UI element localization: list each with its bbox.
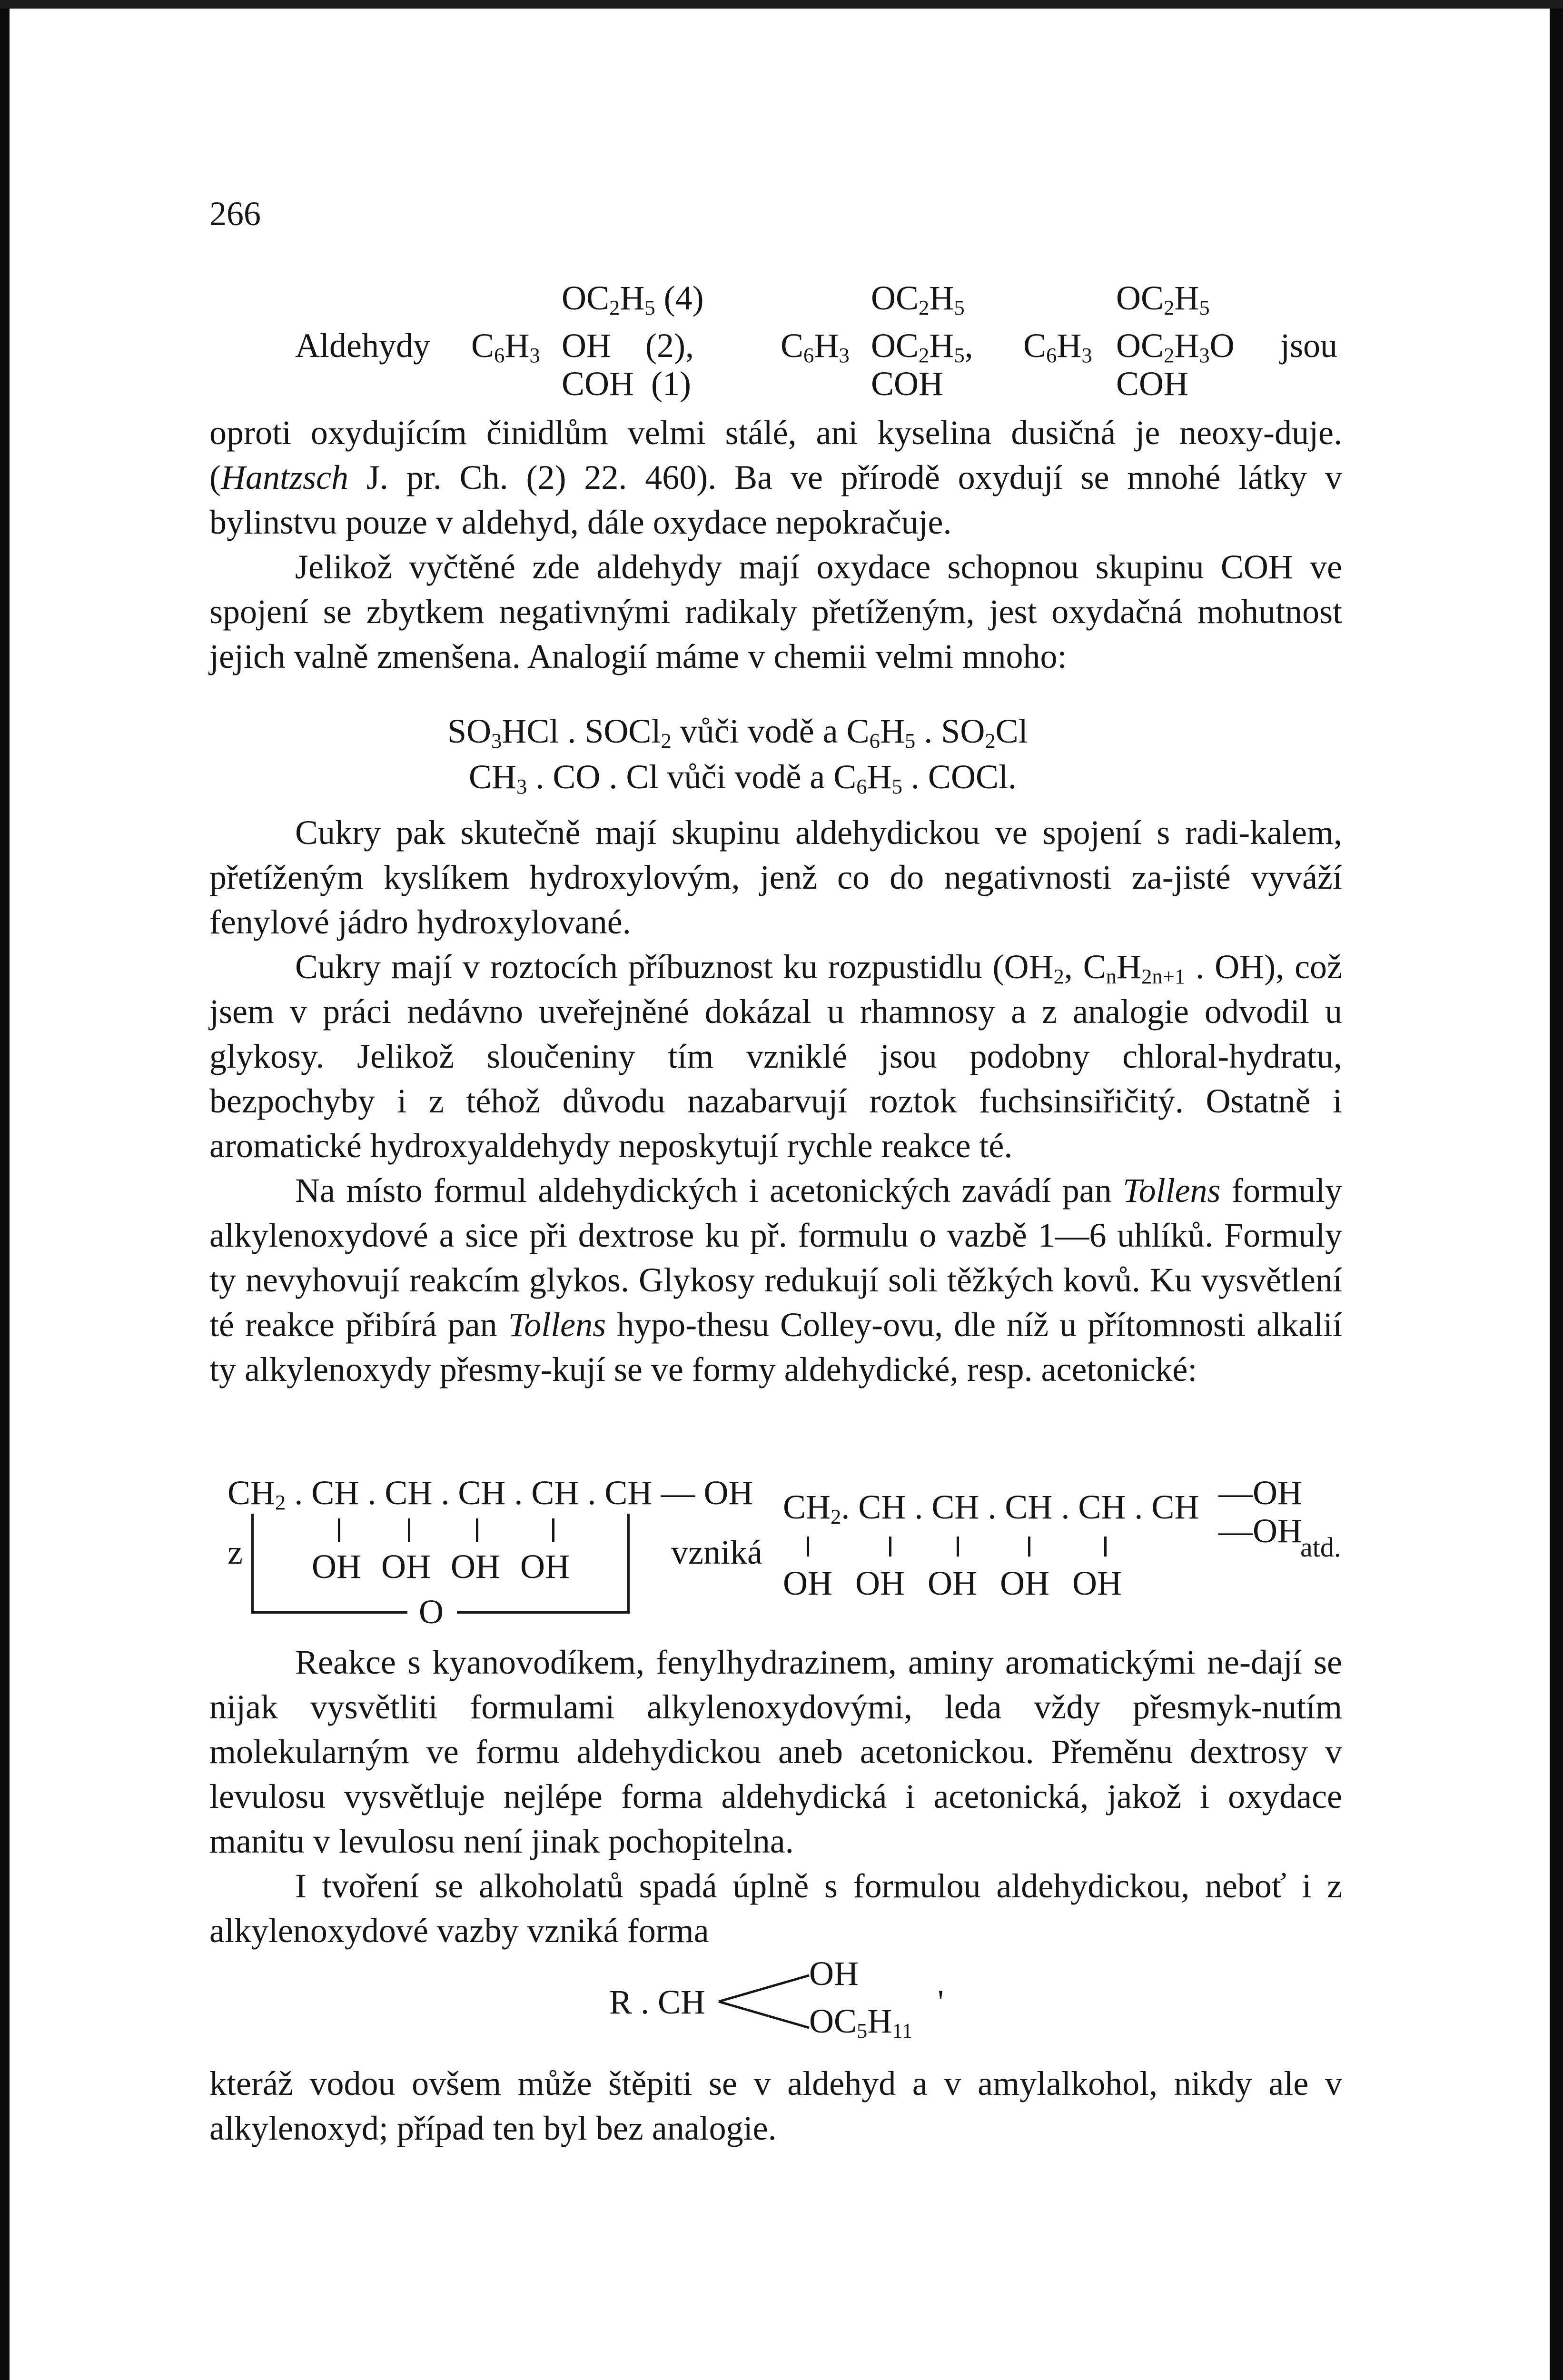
bond-r4: [1028, 1537, 1030, 1557]
equation-1: $SO_3HCl$ . SOCl$_2$ vůči vodě a $C_6H_5$ . $SO_2Cl$: [447, 712, 1028, 753]
paragraph-5: Na místo formul aldehydických i acetonických zavádí pan Tollens formuly alkylenoxydové a sice při dextrose ku př. formulu o vazbě 1—6 uhlíků. Formuly ty nevyhovují reakcím glykos. Glykosy redukují soli těžkých kovů. Ku vysvětlení té reakce přibírá pan Tollens hypo-thesu Colley-ovu, dle níž u přítomnosti alkalií ty alkylenoxydy přesmy-kují se ve formy aldehydické, resp. acetonické:: [209, 1171, 1343, 1388]
f3-top: $OC_2H_5$: [1116, 279, 1210, 320]
f2-mid: $OC_2H_5$,: [871, 327, 973, 367]
author-tollens-2: Tollens: [508, 1306, 606, 1344]
scheme-right-oh-bot: —OH: [1218, 1512, 1302, 1550]
f1-bot: COH (1): [562, 365, 691, 403]
text-block-4: [209, 2061, 1342, 2151]
scheme-right-oh-top: —OH: [1218, 1474, 1302, 1512]
paragraph-7: I tvoření se alkoholatů spadá úplně s formulou aldehydickou, neboť i z alkylenoxydové vazby vzniká forma: [209, 1867, 1342, 1950]
scan-edge-top: [0, 0, 1563, 9]
alcoholate-oh: OH: [809, 1954, 859, 1993]
f2-top: $OC_2H_5$: [871, 279, 965, 320]
aldehydes-label: Aldehydy: [295, 327, 430, 365]
bond-3: [476, 1518, 478, 1542]
c6h3-1: $C_6H_3$: [471, 327, 540, 367]
bond-1: [338, 1518, 340, 1542]
author-tollens-1: Tollens: [1123, 1171, 1221, 1210]
bracket-left: [251, 1514, 254, 1614]
bracket-bottom-right: [457, 1611, 630, 1614]
bond-r2: [889, 1537, 891, 1557]
bond-2: [408, 1518, 410, 1542]
c6h3-2: $C_6H_3$: [781, 327, 850, 367]
paragraph-4: Cukry mají v roztocích příbuznost ku rozpustidlu ($OH_2$, $C_nH_{2n+1}$ . OH), což jsem v práci nedávno uveřejněné dokázal u rhamnosy a z analogie odvodil u glykosy. Jelikož sloučeniny tím vzniklé jsou podobny chloral-hydratu, bezpochyby i z téhož důvodu nazabarvují roztok fuchsinsiřičitý. Ostatně i aromatické hydroxyaldehydy neposkytují rychle reakce té.: [209, 948, 1342, 1165]
text-block-2: [209, 810, 1342, 1392]
alcoholate-r-ch: R . CH: [609, 1983, 706, 2021]
scheme-right-top: $CH_2$. CH . CH . CH . CH . CH: [783, 1488, 1199, 1529]
scheme-left-o: O: [419, 1593, 444, 1631]
bond-r5: [1104, 1537, 1107, 1557]
scheme-right-bottom: OH OH OH OH OH: [783, 1564, 1122, 1602]
scan-edge-left: [0, 0, 10, 2380]
paragraph-8: kteráž vodou ovšem může štěpiti se v aldehyd a v amylalkohol, nikdy ale v alkylenoxyd; případ ten byl bez analogie.: [209, 2064, 1342, 2147]
bond-4: [552, 1518, 554, 1542]
page-number: 266: [209, 195, 261, 233]
scan-edge-right: [1550, 0, 1563, 2380]
paragraph-6: Reakce s kyanovodíkem, fenylhydrazinem, aminy aromatickými ne-dají se nijak vysvětliti formulami alkylenoxydovými, leda vždy přesmyk-nutím molekularným ve formu aldehydickou aneb acetonickou. Přeměnu dextrosy v levulosu vysvětluje nejlépe forma aldehydická i acetonická, jakož i oxydace manitu v levulosu není jinak pochopitelna.: [209, 1643, 1342, 1860]
alcoholate-oc5h11: $OC_5H_{11}$: [809, 2002, 913, 2043]
f2-bot: COH: [871, 365, 944, 403]
f1-top: $OC_2H_5$ (4): [562, 279, 704, 320]
bond-r1: [807, 1537, 809, 1557]
scheme-left-top: $CH_2$ . CH . CH . CH . CH . CH — OH: [228, 1474, 753, 1515]
alcoholate-bonds: [716, 1968, 811, 2035]
scheme-atd: atd.: [1300, 1532, 1341, 1563]
equation-2: $CH_3$ . CO . Cl vůči vodě a $C_6H_5$ . COCl.: [469, 758, 1017, 799]
paragraph-3: Cukry pak skutečně mají skupinu aldehydickou ve spojení s radi-kalem, přetíženým kyslíkem hydroxylovým, jenž co do negativnosti za-jisté vyváží fenylové jádro hydroxylované.: [209, 813, 1342, 941]
aldehydes-suffix: jsou: [1280, 327, 1338, 365]
c6h3-3: $C_6H_3$: [1023, 327, 1092, 367]
scheme-left-oh: OH OH OH OH: [312, 1547, 570, 1586]
bracket-bottom-left: [251, 1611, 407, 1614]
f3-bot: COH: [1116, 365, 1189, 403]
scheme-arrow-word: vzniká: [671, 1533, 762, 1571]
bond-r3: [957, 1537, 959, 1557]
alcoholate-tail: ': [938, 1983, 944, 2021]
author-hantzsch: Hantzsch: [220, 458, 348, 496]
f1-mid: OH (2),: [562, 327, 694, 365]
text-block-3: [209, 1640, 1342, 1953]
f3-mid: $OC_2H_3O$: [1116, 327, 1235, 367]
paragraph-2: Jelikož vyčtěné zde aldehydy mají oxydace schopnou skupinu COH ve spojení se zbytkem negativnými radikaly přetíženým, jest oxydačná mohutnost jejich valně zmenšena. Analogií máme v chemii velmi mnoho:: [209, 548, 1342, 675]
text-block-1: [209, 410, 1342, 679]
paragraph-1: oproti oxydujícím činidlům velmi stálé, ani kyselina dusičná je neoxy-duje. (Hantzsch J. pr. Ch. (2) 22. 460). Ba ve přírodě oxydují se mnohé látky v bylinstvu pouze v aldehyd, dále oxydace nepokračuje.: [209, 414, 1342, 541]
bracket-right: [627, 1514, 630, 1614]
scheme-z: z: [228, 1533, 243, 1571]
